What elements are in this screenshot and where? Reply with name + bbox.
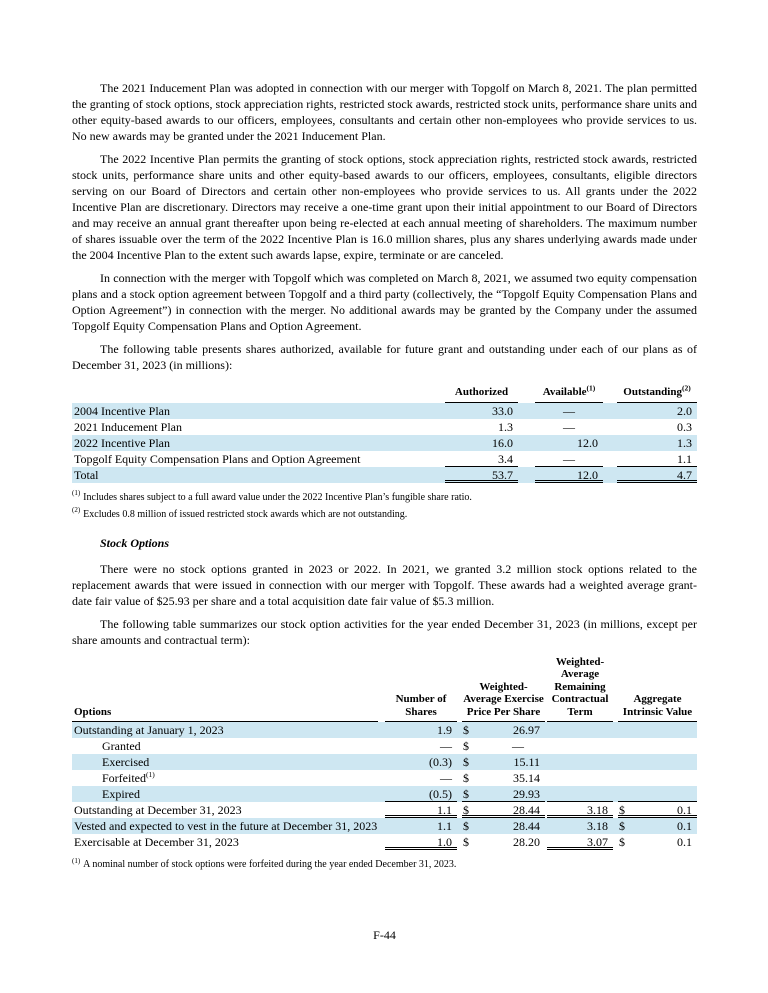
plans-table-header-row	[72, 386, 697, 403]
plans-header-spacer	[72, 386, 445, 403]
cell-term: 3.07	[547, 834, 613, 850]
row-label: Topgolf Equity Compensation Plans and Option Agreement	[74, 451, 361, 466]
column-header-label: Authorized	[454, 386, 509, 398]
cell-value	[618, 802, 697, 818]
cell-authorized-total: 53.7	[445, 467, 518, 483]
table-row-topgolf-plans	[72, 451, 697, 467]
dollar-sign: $	[463, 755, 469, 769]
table-row-2021-inducement-plan	[72, 419, 697, 435]
row-label: Expired	[72, 786, 385, 802]
cell-price	[462, 834, 545, 850]
cell-authorized: 33.0	[492, 403, 513, 418]
row-label: Total	[72, 467, 445, 483]
dollar-sign: $	[619, 835, 625, 849]
column-header-value: Aggregate Intrinsic Value	[618, 693, 697, 722]
page-number: F-44	[373, 928, 396, 942]
options-header	[72, 656, 385, 723]
price-value: 35.14	[513, 771, 540, 785]
cell-term	[547, 786, 613, 802]
cell-term	[547, 738, 613, 754]
footnote-marker: (2)	[72, 506, 81, 515]
value-amount: 0.1	[677, 835, 692, 849]
price-header	[457, 656, 545, 723]
cell-value	[618, 834, 697, 850]
footnote-text: A nominal number of stock options were forfeited during the year ended December 31, 2023.	[83, 859, 457, 870]
dollar-sign: $	[463, 803, 469, 817]
row-label: Granted	[102, 739, 141, 753]
table-row-total	[72, 467, 697, 483]
cell-price	[462, 770, 545, 786]
price-value: 28.44	[513, 803, 540, 817]
dollar-sign: $	[619, 819, 625, 833]
shares-header	[385, 656, 457, 723]
row-label: 2022 Incentive Plan	[72, 435, 445, 451]
cell-available: 12.0	[577, 435, 598, 450]
plans-table	[72, 383, 697, 483]
table-row-exercisable	[72, 834, 697, 850]
cell-shares: —	[440, 739, 452, 753]
cell-term: 3.18	[547, 802, 613, 818]
footnote-marker: (1)	[146, 770, 155, 779]
footnote-1	[72, 856, 697, 873]
term-header	[545, 656, 613, 723]
cell-term: 3.18	[587, 819, 608, 833]
cell-shares: —	[440, 771, 452, 785]
cell-value	[618, 722, 697, 738]
footnote-marker: (1)	[72, 489, 81, 498]
cell-term	[547, 770, 613, 786]
options-table-footnotes	[72, 856, 697, 873]
column-header-label: Available	[542, 386, 587, 398]
cell-outstanding: 2.0	[677, 403, 692, 418]
cell-price	[462, 738, 545, 754]
cell-term	[547, 754, 613, 770]
table-row-2022-incentive-plan	[72, 435, 697, 451]
stock-options-heading: Stock Options	[100, 535, 170, 550]
footnote-marker: (1)	[586, 383, 596, 393]
plans-header-available	[518, 383, 603, 403]
footnote-marker: (1)	[72, 856, 81, 865]
cell-shares: 1.1	[437, 819, 452, 833]
price-value: 29.93	[513, 787, 540, 801]
cell-shares: 1.9	[437, 723, 452, 737]
paragraph-options-table-intro: The following table summarizes our stock option activities for the year ended December 31, 2023 (in millions, except per share amounts and contractual term):	[72, 616, 697, 647]
cell-value	[618, 786, 697, 802]
value-header	[613, 656, 697, 723]
price-value: 28.20	[513, 835, 540, 849]
dollar-sign: $	[463, 819, 469, 833]
row-label: Exercised	[72, 754, 385, 770]
table-row-forfeited	[72, 770, 697, 786]
row-label: Outstanding at December 31, 2023	[74, 803, 242, 817]
cell-outstanding-total: 4.7	[617, 467, 697, 483]
cell-value	[618, 818, 697, 834]
cell-shares: (0.5)	[385, 786, 457, 802]
row-label: Forfeited	[102, 771, 146, 785]
cell-price	[462, 754, 545, 770]
column-header-shares: Number of Shares	[385, 693, 457, 722]
footnote-text: Excludes 0.8 million of issued restricted stock awards which are not outstanding.	[83, 508, 408, 520]
cell-available: —	[563, 419, 575, 434]
dollar-sign: $	[463, 739, 469, 753]
dollar-sign: $	[463, 787, 469, 801]
cell-available-total: 12.0	[535, 467, 603, 483]
column-header-label: Outstanding	[623, 386, 682, 398]
cell-available: —	[535, 451, 603, 467]
table-row-outstanding-jan	[72, 722, 697, 738]
row-label: Vested and expected to vest in the future at December 31, 2023	[72, 818, 385, 834]
footnote-2	[72, 506, 697, 523]
cell-price	[462, 722, 545, 738]
table-row-exercised	[72, 754, 697, 770]
row-label: 2004 Incentive Plan	[72, 403, 445, 419]
footnote-marker: (2)	[681, 383, 691, 393]
price-value: 15.11	[513, 755, 540, 769]
column-header-term: Weighted-Average Remaining Contractual Term	[547, 656, 613, 723]
cell-shares: 1.1	[385, 802, 457, 818]
table-row-outstanding-dec	[72, 802, 697, 818]
row-label: Outstanding at January 1, 2023	[72, 722, 385, 738]
table-row-granted	[72, 738, 697, 754]
column-header-price: Weighted-Average Exercise Price Per Share	[462, 681, 545, 723]
price-value: 26.97	[513, 723, 540, 737]
dollar-sign: $	[463, 771, 469, 785]
price-value: 28.44	[513, 819, 540, 833]
cell-price	[462, 802, 545, 818]
dollar-sign: $	[463, 835, 469, 849]
cell-outstanding: 1.1	[617, 451, 697, 467]
paragraph-no-options-granted: There were no stock options granted in 2023 or 2022. In 2021, we granted 3.2 million stock options related to the replacement awards that were issued in connection with our merger with Topgolf. These awards had a weighted average grant-date fair value of $25.93 per share and a total acquisition date fair value of $5.3 million.	[72, 561, 697, 608]
paragraph-topgolf-merger: In connection with the merger with Topgolf which was completed on March 8, 2021, we assumed two equity compensation plans and a stock option agreement between Topgolf and a third party (collectively, the “Topgolf Equity Compensation Plans and Option Agreement”) in connection with the merger. No additional awards may be granted by the Company under the assumed Topgolf Equity Compensation Plans and Option Agreement.	[72, 271, 697, 333]
cell-outstanding: 1.3	[677, 435, 692, 450]
cell-shares: 1.0	[385, 834, 457, 850]
value-amount: 0.1	[677, 819, 692, 833]
paragraph-plans-table-intro: The following table presents shares authorized, available for future grant and outstanding under each of our plans as of December 31, 2023 (in millions):	[72, 342, 697, 372]
cell-authorized: 16.0	[492, 435, 513, 450]
plans-header-authorized	[445, 386, 518, 403]
cell-price	[462, 818, 545, 834]
price-value: —	[512, 739, 524, 753]
cell-shares: (0.3)	[429, 755, 452, 769]
table-row-expired	[72, 786, 697, 802]
plans-table-footnotes	[72, 489, 697, 523]
plans-header-outstanding	[603, 383, 697, 403]
footnote-text: Includes shares subject to a full award value under the 2022 Incentive Plan’s fungible share ratio.	[83, 491, 472, 503]
cell-value	[618, 754, 697, 770]
cell-value	[618, 738, 697, 754]
row-label: Exercisable at December 31, 2023	[74, 835, 239, 849]
cell-available: —	[563, 403, 575, 418]
cell-value	[618, 770, 697, 786]
column-header-options: Options	[72, 706, 378, 723]
cell-authorized: 1.3	[498, 419, 513, 434]
paragraph-2022-incentive-plan: The 2022 Incentive Plan permits the granting of stock options, stock appreciation rights, restricted stock awards, restricted stock units, performance share units and other equity-based awards to our officers, employees, consultants, eligible directors serving on our Board of Directors and certain other non-employees who provide services to us. All grants under the 2022 Incentive Plan are discretionary. Directors may receive a one-time grant upon their initial appointment to our Board of Directors and may receive an annual grant thereafter upon being re-elected at each annual meeting of shareholders. The maximum number of shares issuable over the term of the 2022 Incentive Plan is 16.0 million shares, plus any shares underlying awards made under the 2004 Incentive Plan to the extent such awards lapse, expire, terminate or are canceled.	[72, 152, 697, 262]
dollar-sign: $	[619, 803, 625, 817]
table-row-vested-expected	[72, 818, 697, 834]
stock-options-table	[72, 656, 697, 851]
row-label: 2021 Inducement Plan	[74, 419, 182, 434]
cell-outstanding: 0.3	[677, 419, 692, 434]
options-table-header-row	[72, 656, 697, 723]
paragraph-2021-inducement-plan: The 2021 Inducement Plan was adopted in connection with our merger with Topgolf on March 8, 2021. The plan permitted the granting of stock options, stock appreciation rights, restricted stock awards, restricted stock units, performance share units and other equity-based awards to our officers, employees, consultants and certain other non-employees who provide services to us. No new awards may be granted under the 2021 Inducement Plan.	[72, 81, 697, 143]
table-row-2004-incentive-plan	[72, 403, 697, 419]
dollar-sign: $	[463, 723, 469, 737]
cell-price	[462, 786, 545, 802]
cell-term	[547, 722, 613, 738]
footnote-1	[72, 489, 697, 506]
cell-authorized: 3.4	[445, 451, 518, 467]
value-amount: 0.1	[677, 803, 692, 817]
